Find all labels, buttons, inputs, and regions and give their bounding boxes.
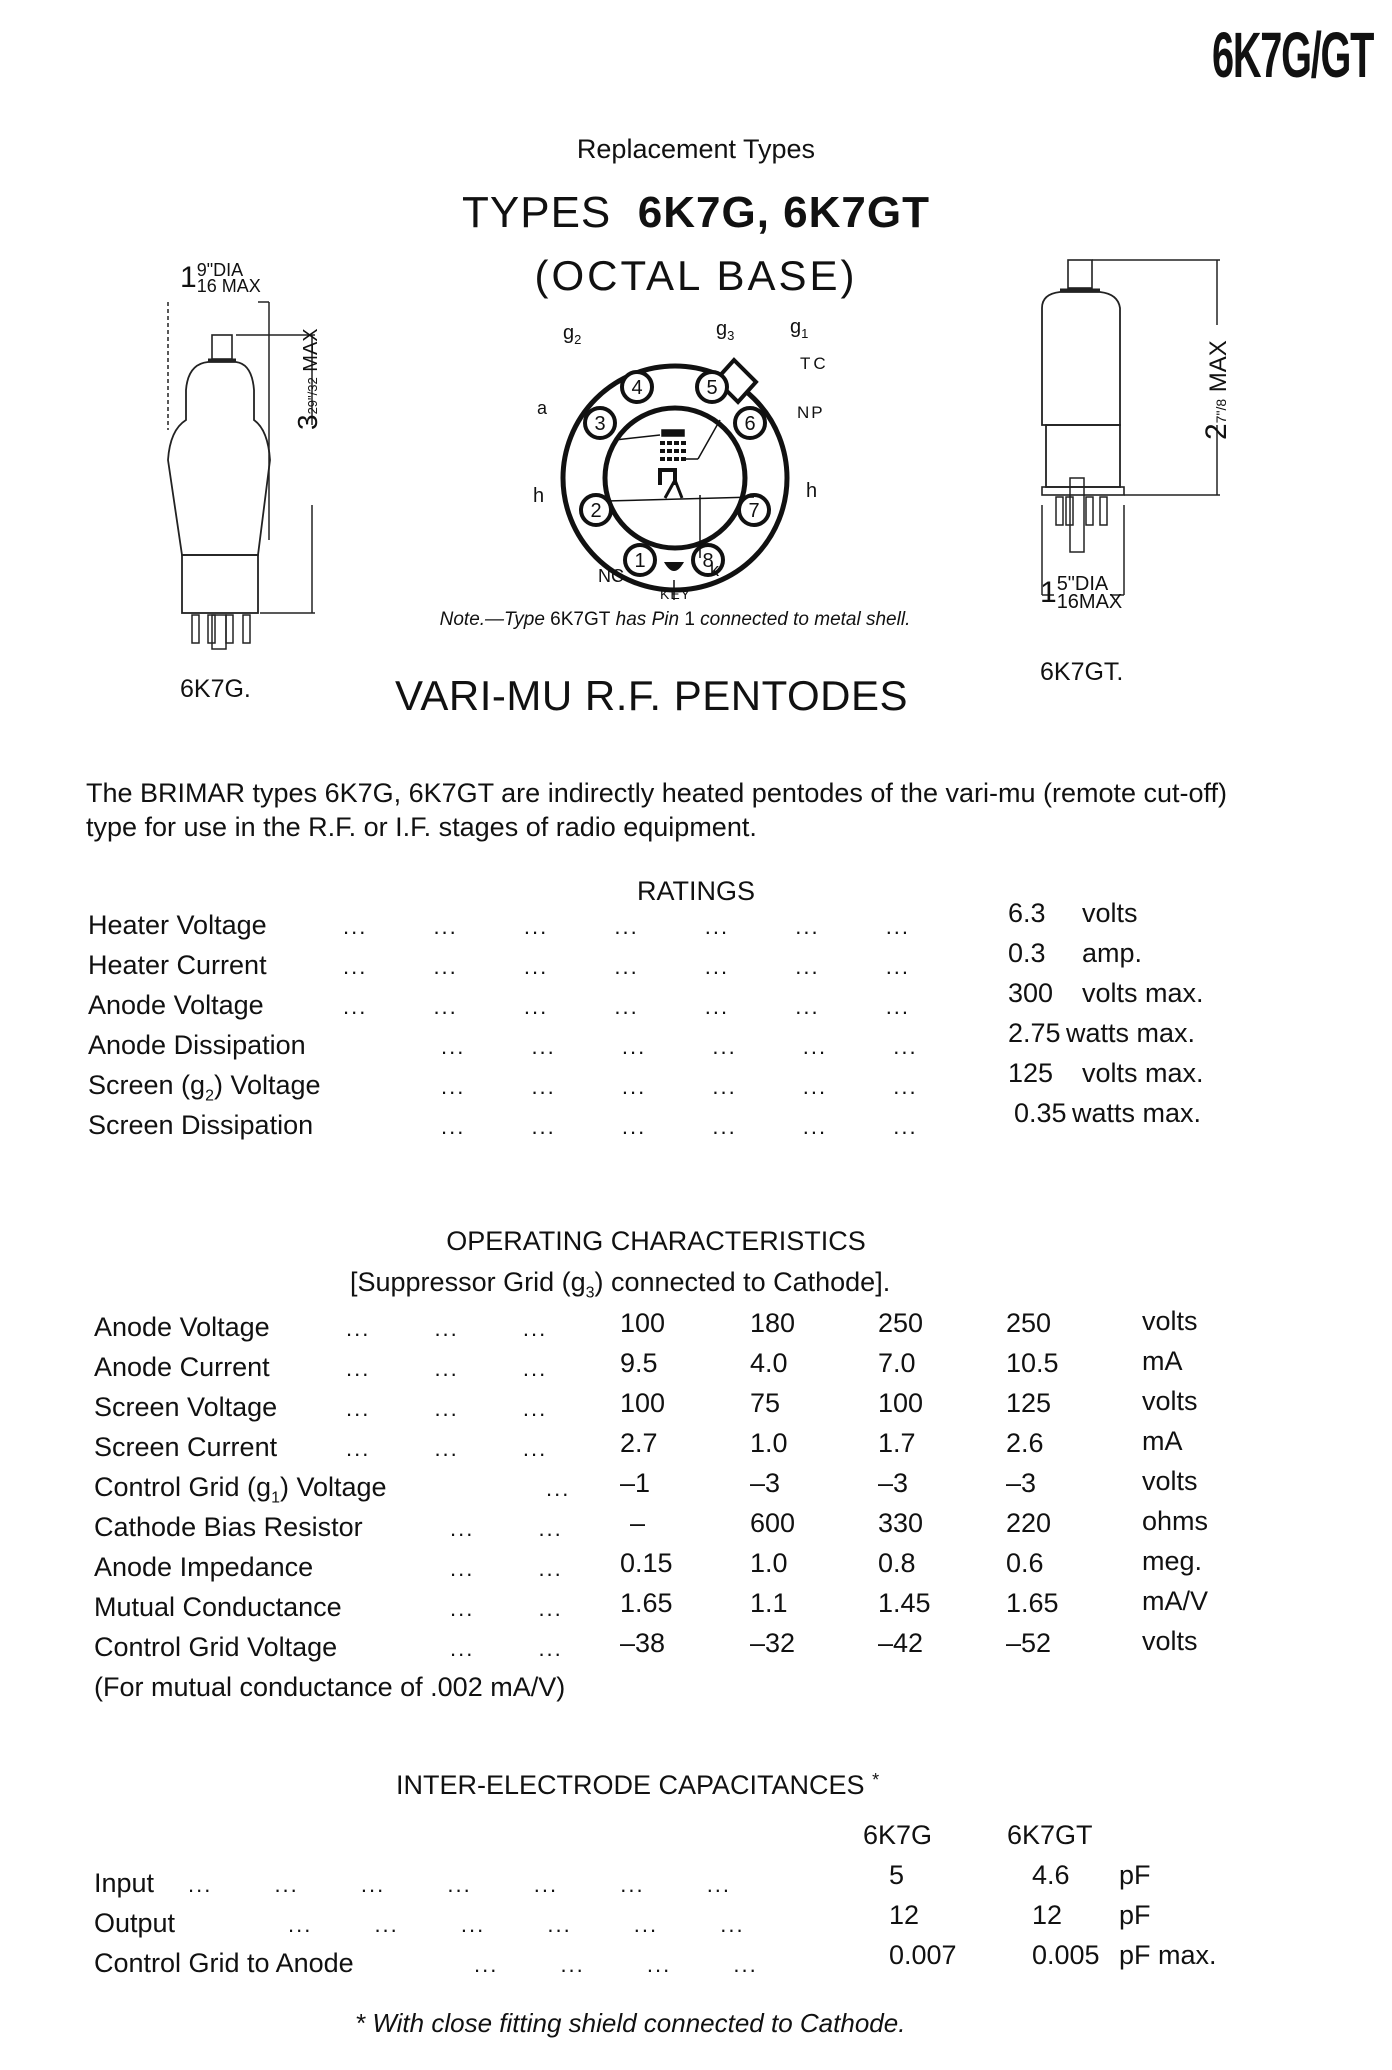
pin-label-np: NP [797,403,825,422]
capacitances-footnote: * With close fitting shield connected to Cathode. [355,2008,906,2038]
key-label: KEY [660,586,692,602]
corner-title: 6K7G/GT [1212,19,1374,91]
base-note: Note.—Type 6K7GT has Pin 1 connected to metal shell. [439,609,911,630]
tube-6k7gt-label: 6K7GT. [1040,658,1124,686]
tube-6k7gt-dia-dimension: 1 5"DIA 16MAX [1040,573,1123,613]
description-paragraph: The BRIMAR types 6K7G, 6K7GT are indirectly heated pentodes of the vari-mu (remote cut-off) type for use in the R.F. or I.F. stages of radio equipment. [86,778,1228,842]
pin-8-number: 8 [702,550,714,572]
pin-label-h-left: h [533,485,545,507]
pin-2-number: 2 [590,500,602,522]
pin-7-number: 7 [748,500,760,522]
pin-label-g3: $g_3$ [716,318,735,343]
pin-4-number: 4 [631,377,643,399]
operating-footnote: (For mutual conductance of .002 mA/V) [94,1672,566,1702]
operating-subtitle: [Suppressor Grid $(g_3)$ connected to Cathode]. [350,1267,891,1302]
pin-label-g1: $g_1$ [790,316,809,341]
pin-label-g2: $g_2$ [563,322,582,347]
page-title [0,188,1392,238]
tube-6k7g-label: 6K7G. [180,675,251,703]
replacement-types-label: Replacement Types [576,134,816,164]
operating-title: OPERATING CHARACTERISTICS [446,1226,866,1256]
ratings-title: RATINGS [636,876,755,906]
types-names: 6K7G, 6K7GT [637,188,930,237]
tube-6k7g-dia-dimension: 1 9"DIA 16 MAX [180,260,261,296]
pin-3-number: 3 [594,413,606,435]
tube-6k7gt-drawing [1020,250,1240,630]
pin-5-number: 5 [706,377,718,399]
tube-6k7g-height-dimension: 329"/32 MAX [292,328,323,430]
base-type: (OCTAL BASE) [534,252,858,299]
pin-label-k: k [710,560,719,580]
pin-1-number: 1 [634,550,646,572]
tube-class-title: VARI-MU R.F. PENTODES [395,672,909,719]
capacitances-col-6k7gt: 6K7GT [1007,1820,1093,1850]
top-cap-label: TC [800,354,829,373]
tube-6k7gt-height-dimension: 27"/8 MAX [1200,340,1233,440]
pin-6-number: 6 [744,413,756,435]
pin-label-nc: NC [598,566,624,586]
capacitances-title: INTER-ELECTRODE CAPACITANCES * [396,1770,880,1800]
capacitances-col-6k7g: 6K7G [863,1820,933,1850]
types-prefix: TYPES [462,188,612,237]
pin-label-h-right: h [806,480,818,502]
pin-label-a: a [537,398,548,418]
octal-base-diagram [520,330,840,610]
